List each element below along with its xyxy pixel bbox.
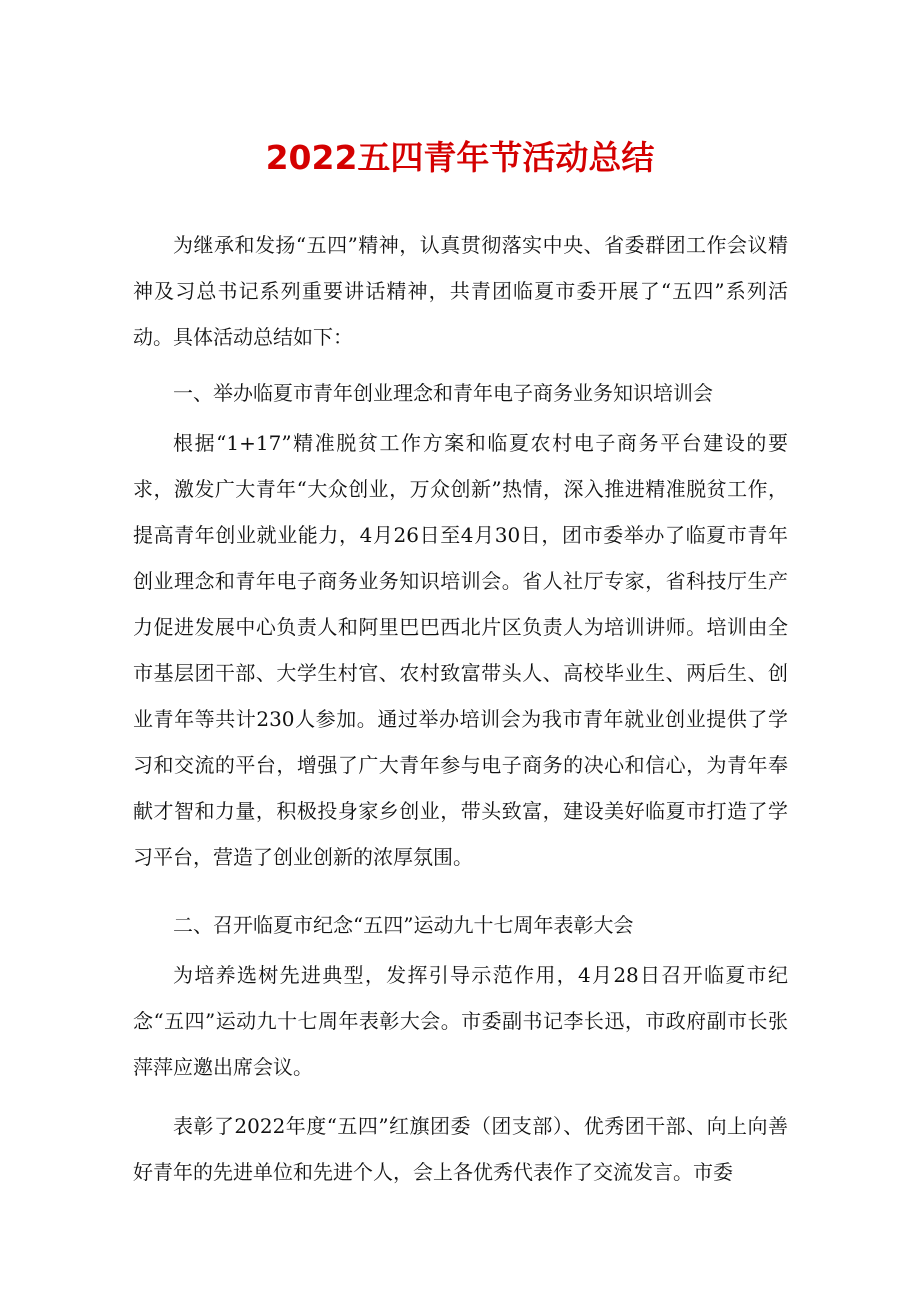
section1-paragraph: 根据“1+17”精准脱贫工作方案和临夏农村电子商务平台建设的要求，激发广大青年“大众创业，万众创新”热情，深入推进精准脱贫工作，提高青年创业就业能力，4月26日至4月30日，团市委举办了临夏市青年创业理念和青年电子商务业务知识培训会。省人社厅专家，省科技厅生产力促进发展中心负责人和阿里巴巴西北片区负责人为培训讲师。培训由全市基层团干部、大学生村官、农村致富带头人、高校毕业生、两后生、创业青年等共计230人参加。通过举办培训会为我市青年就业创业提供了学习和交流的平台，增强了广大青年参与电子商务的决心和信心，为青年奉献才智和力量，积极投身家乡创业，带头致富，建设美好临夏市打造了学习平台，营造了创业创新的浓厚氛围。 (133, 431, 788, 869)
document-title: 2022五四青年节活动总结 (265, 138, 655, 177)
section2-heading: 二、召开临夏市纪念“五四”运动九十七周年表彰大会 (173, 913, 634, 937)
intro-paragraph: 为继承和发扬“五四”精神，认真贯彻落实中央、省委群团工作会议精神及习总书记系列重要讲话精神，共青团临夏市委开展了“五四”系列活动。具体活动总结如下： (133, 233, 788, 349)
section2-paragraph: 为培养选树先进典型，发挥引导示范作用，4月28日召开临夏市纪念“五四”运动九十七周年表彰大会。市委副书记李长迅，市政府副市长张萍萍应邀出席会议。 (133, 963, 788, 1079)
section2-paragraph-continued: 表彰了2022年度“五四”红旗团委（团支部）、优秀团干部、向上向善好青年的先进单位和先进个人，会上各优秀代表作了交流发言。市委 (133, 1114, 788, 1184)
section1-heading: 一、举办临夏市青年创业理念和青年电子商务业务知识培训会 (173, 381, 713, 405)
